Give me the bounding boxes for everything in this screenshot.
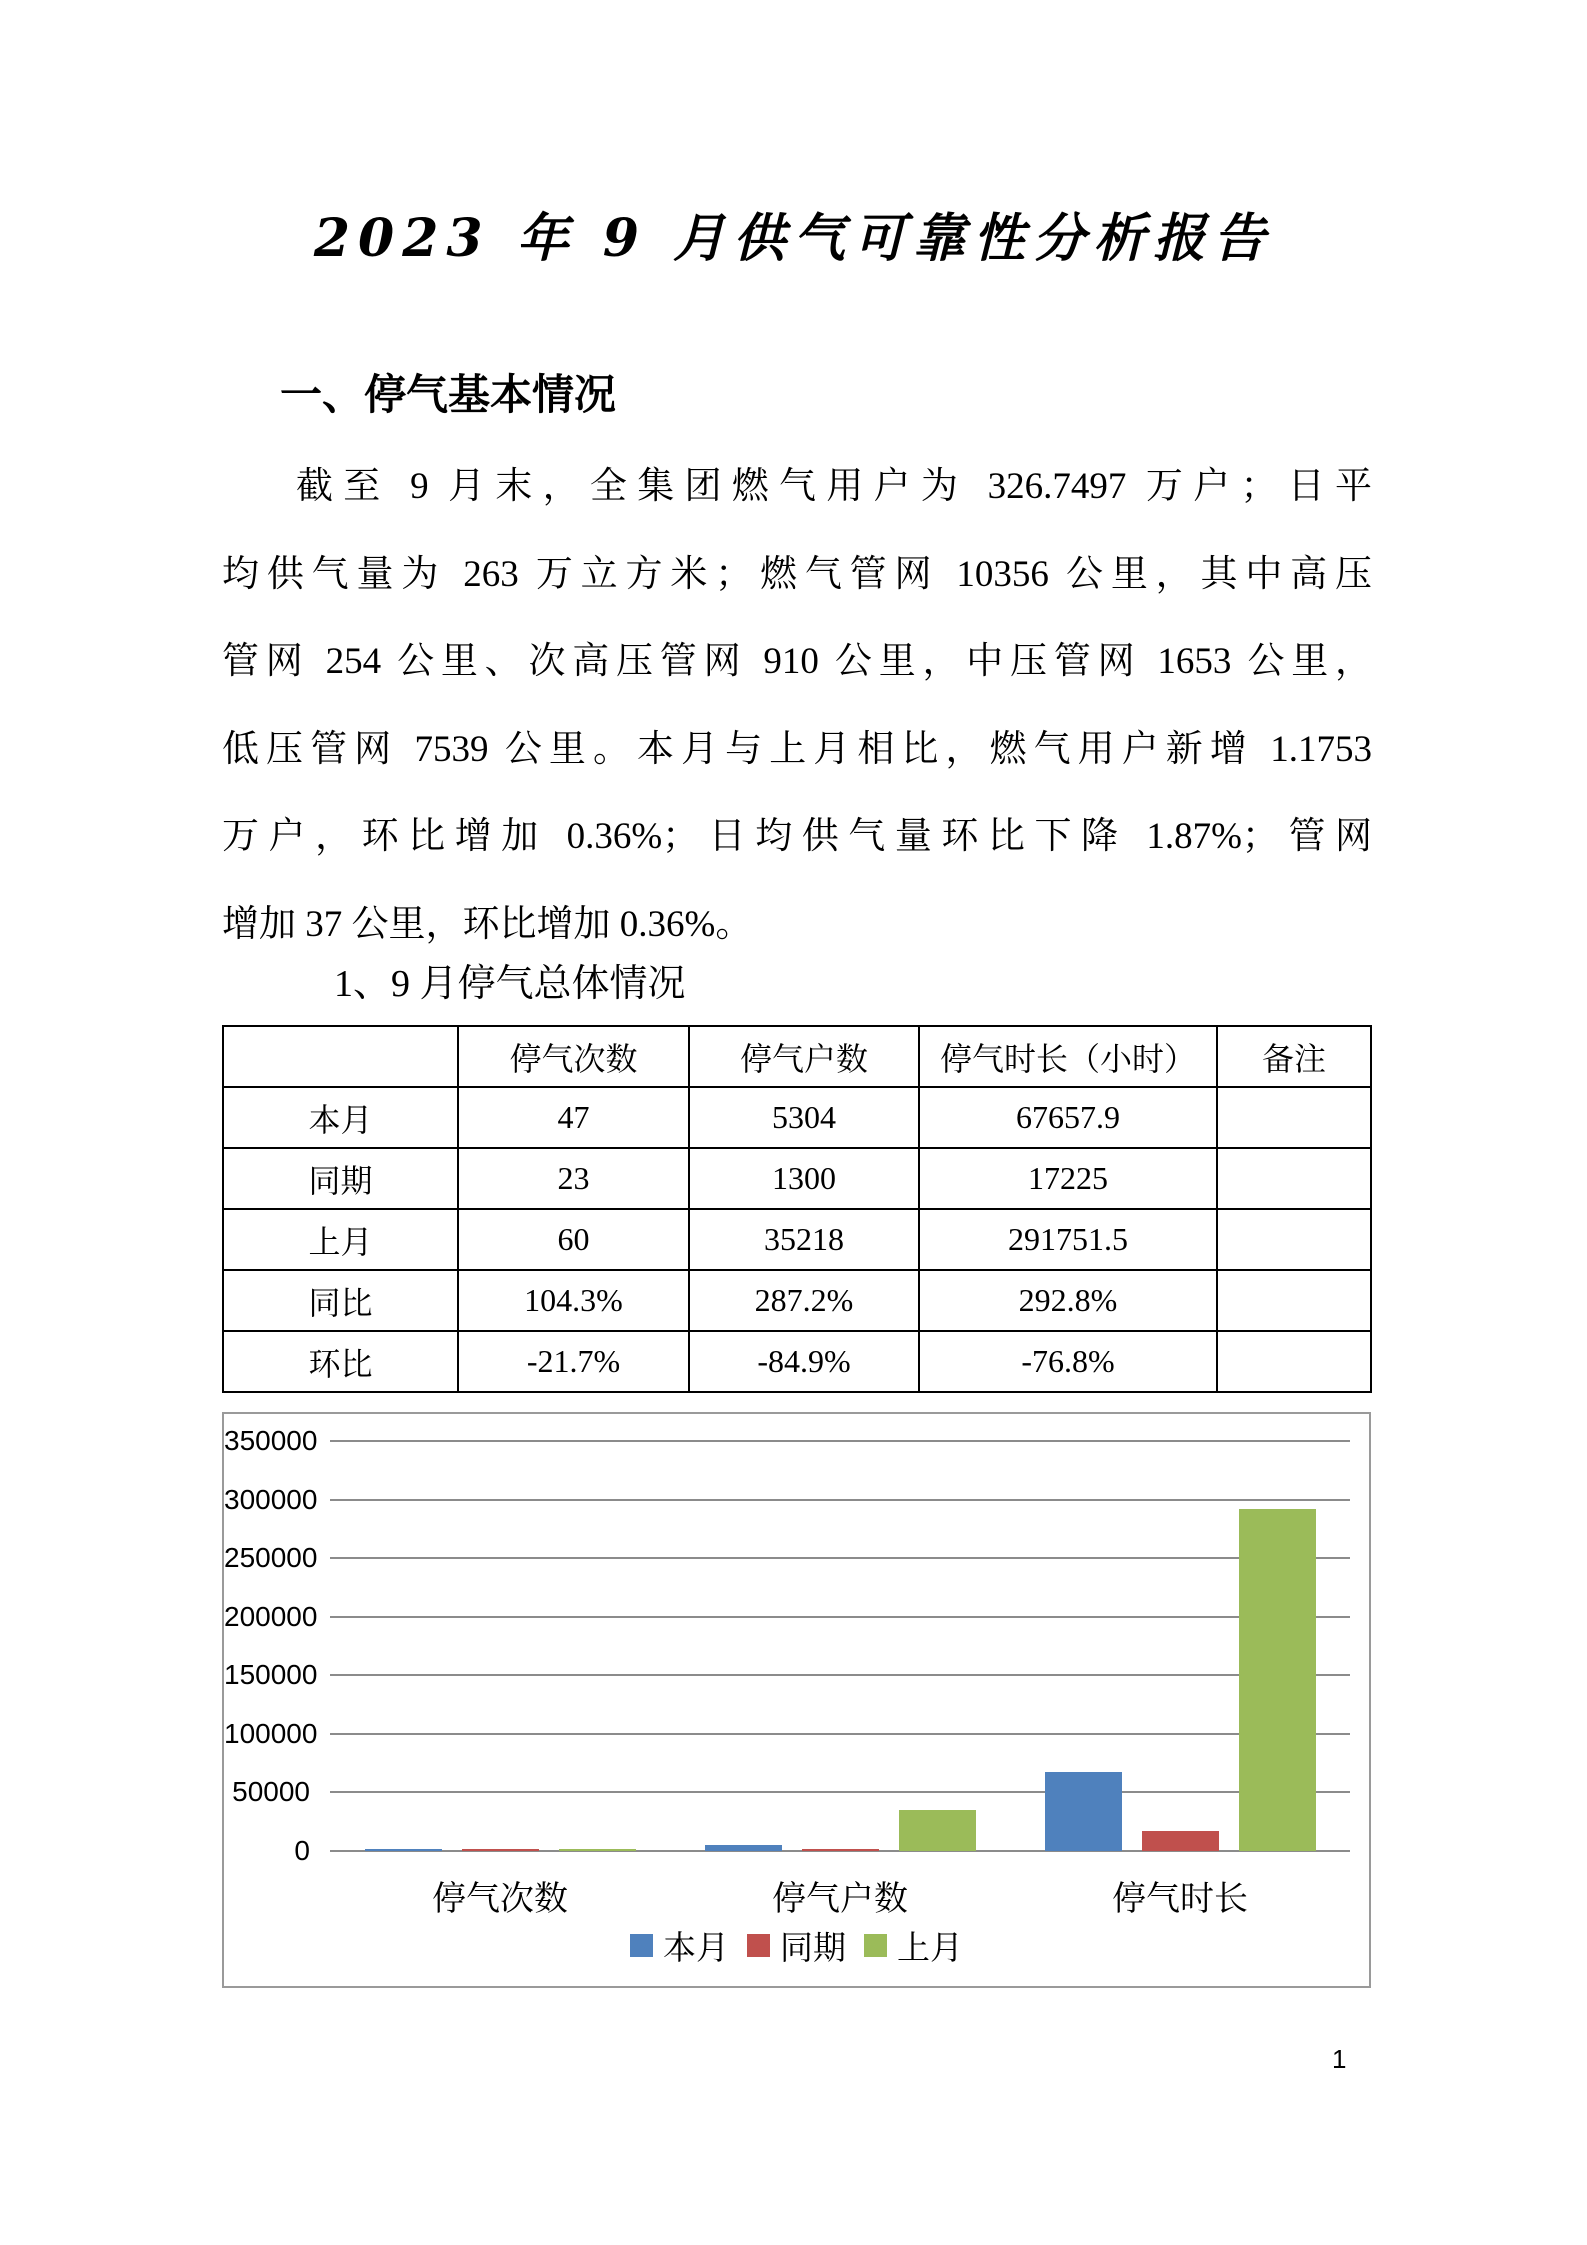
table-row <box>223 1331 1371 1392</box>
legend-swatch-benyue-icon <box>630 1934 653 1957</box>
bar-上月-停气户数 <box>899 1810 976 1851</box>
table-cell: 5304 <box>689 1087 919 1148</box>
y-axis-tick-label: 100000 <box>224 1717 318 1749</box>
bar-同期-停气户数 <box>802 1849 879 1851</box>
table-header-row <box>223 1026 1371 1087</box>
table-cell: -76.8% <box>919 1331 1217 1392</box>
bar-同期-停气时长 <box>1142 1831 1219 1851</box>
gridline <box>330 1557 1350 1559</box>
table-cell: 67657.9 <box>919 1087 1217 1148</box>
legend-label: 本月 <box>663 1931 729 1967</box>
outage-bar-chart <box>222 1412 1371 1988</box>
row-label: 本月 <box>223 1087 458 1148</box>
table-cell: 23 <box>458 1148 689 1209</box>
category-label: 停气时长 <box>1112 1881 1248 1918</box>
y-axis-tick-label: 250000 <box>224 1542 318 1574</box>
table-cell <box>1217 1148 1371 1209</box>
y-axis-tick-label: 50000 <box>232 1776 310 1808</box>
subsection-heading: 1、9 月停气总体情况 <box>334 963 686 1005</box>
body-paragraph <box>222 443 1372 968</box>
legend-label: 上月 <box>897 1931 963 1967</box>
legend-item <box>630 1922 729 1969</box>
paragraph-line: 管网 254 公里、次高压管网 910 公里，中压管网 1653 公里， <box>222 641 1372 682</box>
gridline <box>330 1440 1350 1442</box>
y-axis-tick-label: 350000 <box>224 1425 318 1456</box>
table-cell: 287.2% <box>689 1270 919 1331</box>
table-cell: 17225 <box>919 1148 1217 1209</box>
outage-summary-table <box>222 1025 1372 1393</box>
row-label: 上月 <box>223 1209 458 1270</box>
gridline <box>330 1616 1350 1618</box>
row-label: 同比 <box>223 1270 458 1331</box>
table-row <box>223 1209 1371 1270</box>
bar-本月-停气次数 <box>365 1849 442 1851</box>
gridline <box>330 1499 1350 1501</box>
table-cell <box>1217 1331 1371 1392</box>
table-row <box>223 1148 1371 1209</box>
table-cell <box>1217 1270 1371 1331</box>
table-cell: -21.7% <box>458 1331 689 1392</box>
table-cell: 292.8% <box>919 1270 1217 1331</box>
row-label: 环比 <box>223 1331 458 1392</box>
table-row <box>223 1087 1371 1148</box>
paragraph-line: 增加 37 公里，环比增加 0.36%。 <box>222 903 753 945</box>
legend-label: 同期 <box>780 1931 846 1967</box>
y-axis-tick-label: 0 <box>294 1835 310 1866</box>
table-cell: -84.9% <box>689 1331 919 1392</box>
gridline <box>330 1791 1350 1793</box>
chart-legend <box>224 1922 1369 1969</box>
paragraph-line: 均供气量为 263 万立方米；燃气管网 10356 公里，其中高压 <box>222 553 1372 595</box>
table-header-cell: 备注 <box>1217 1026 1371 1087</box>
row-label: 同期 <box>223 1148 458 1209</box>
table-cell: 47 <box>458 1087 689 1148</box>
bar-上月-停气时长 <box>1239 1509 1316 1851</box>
y-axis-tick-label: 150000 <box>224 1659 318 1691</box>
table-cell: 60 <box>458 1209 689 1270</box>
paragraph-line: 截至 9 月末，全集团燃气用户为 326.7497 万户；日平 <box>296 466 1372 507</box>
y-axis-tick-label: 300000 <box>224 1483 318 1515</box>
table-header-cell <box>223 1026 458 1087</box>
table-cell: 35218 <box>689 1209 919 1270</box>
y-axis-tick-label: 200000 <box>224 1600 318 1632</box>
table-cell: 104.3% <box>458 1270 689 1331</box>
page-number: 1 <box>1332 2044 1347 2074</box>
legend-swatch-shangyue-icon <box>864 1934 887 1957</box>
gridline <box>330 1674 1350 1676</box>
category-label: 停气次数 <box>432 1881 568 1918</box>
section-heading: 一、停气基本情况 <box>280 371 617 418</box>
legend-item <box>864 1922 963 1969</box>
table-cell: 291751.5 <box>919 1209 1217 1270</box>
table-header-cell: 停气时长（小时） <box>919 1026 1217 1087</box>
paragraph-line: 万户，环比增加 0.36%；日均供气量环比下降 1.87%；管网 <box>222 816 1372 857</box>
bar-本月-停气时长 <box>1045 1772 1122 1851</box>
table-header-cell: 停气户数 <box>689 1026 919 1087</box>
document-title: 2023 年 9 月供气可靠性分析报告 <box>313 208 1274 269</box>
table-cell: 1300 <box>689 1148 919 1209</box>
bar-同期-停气次数 <box>462 1849 539 1851</box>
table-cell <box>1217 1087 1371 1148</box>
bar-本月-停气户数 <box>705 1845 782 1851</box>
table-cell <box>1217 1209 1371 1270</box>
category-label: 停气户数 <box>772 1881 908 1918</box>
legend-swatch-tongqi-icon <box>747 1934 770 1957</box>
bar-上月-停气次数 <box>559 1849 636 1851</box>
legend-item <box>747 1922 846 1969</box>
gridline <box>330 1733 1350 1735</box>
paragraph-line: 低压管网 7539 公里。本月与上月相比，燃气用户新增 1.1753 <box>222 728 1372 770</box>
table-row <box>223 1270 1371 1331</box>
table-header-cell: 停气次数 <box>458 1026 689 1087</box>
